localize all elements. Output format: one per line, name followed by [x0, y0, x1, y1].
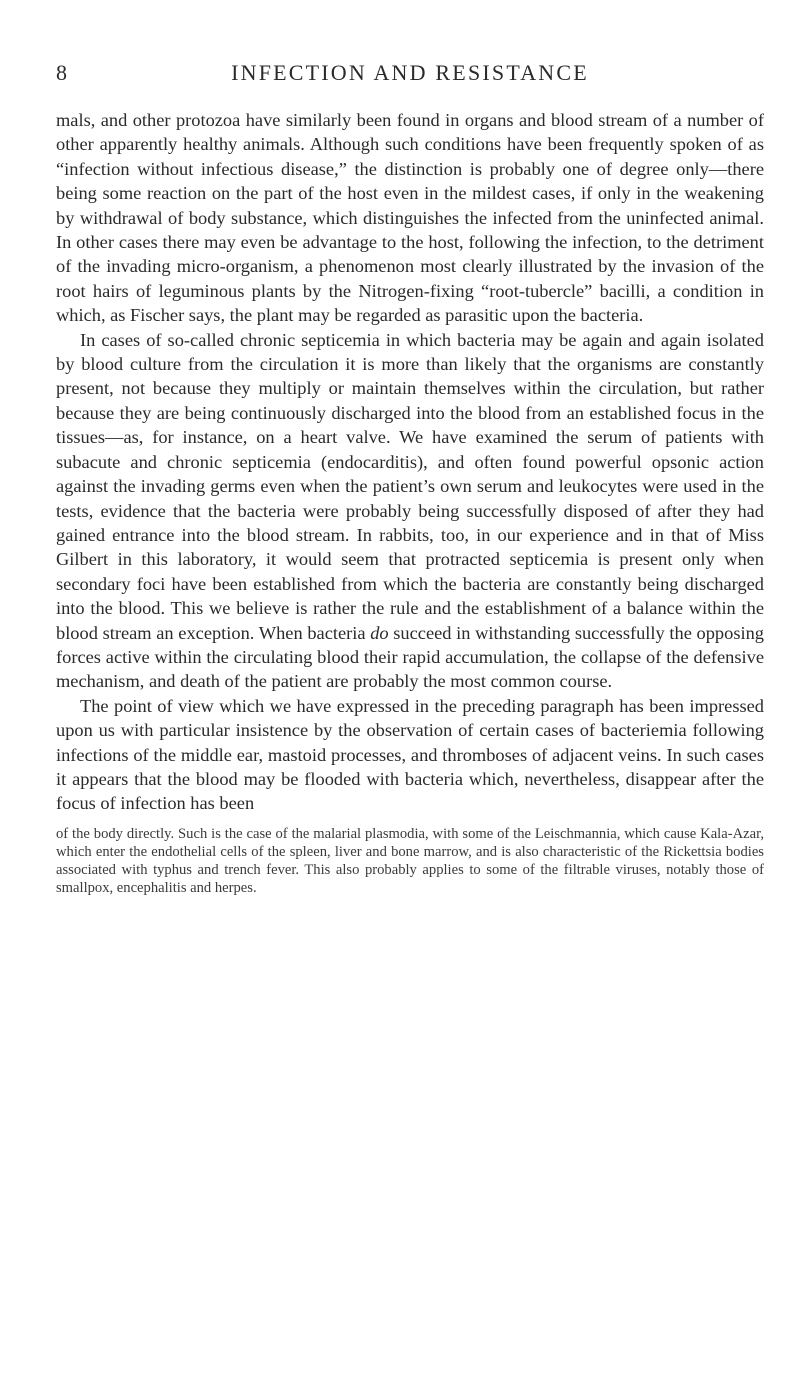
paragraph-1: mals, and other protozoa have similarly been found in organs and blood stream of a number of other apparently healthy animals. Although such conditions have been frequently spoken of as “infection without infectious disease,” the distinction is probably one of degree only—there being some reaction on the part of the host even in the mildest cases, if only in the weakening by withdrawal of body substance, which distinguishes the infected from the uninfected animal. In other cases there may even be advantage to the host, following the infection, to the detriment of the invading micro-organism, a phenomenon most clearly illustrated by the invasion of the root hairs of leguminous plants by the Nitrogen-fixing “root-tubercle” bacilli, a condition in which, as Fischer says, the plant may be regarded as parasitic upon the bacteria. — [56, 110, 764, 326]
footnote-text: of the body directly. Such is the case of the malarial plasmodia, with some of the Leischmannia, which cause Kala-Azar, which enter the endothelial cells of the spleen, liver and bone marrow, and is also characteristic of the Rickettsia bodies associated with typhus and trench fever. This also probably applies to some of the filtrable viruses, notably those of smallpox, encephalitis and herpes. — [56, 825, 764, 897]
footnote — [56, 825, 764, 898]
book-page — [56, 60, 764, 898]
paragraph-2-part-1: In cases of so-called chronic septicemia in which bacteria may be again and again isolated by blood culture from the circulation it is more than likely that the organisms are constantly present, not because they multiply or maintain themselves within the circulation, but rather because they are being continuously discharged into the blood from an established focus in the tissues—as, for instance, on a heart valve. We have examined the serum of patients with subacute and chronic septicemia (endocarditis), and often found powerful opsonic action against the invading germs even when the patient’s own serum and leukocytes were used in the tests, evidence that the bacteria were probably being successfully disposed of after they had gained entrance into the blood stream. In rabbits, too, in our experience and in that of Miss Gilbert in this laboratory, it would seem that protracted septicemia is present only when secondary foci have been established from which the bacteria are constantly being discharged into the blood. This we believe is rather the rule and the establishment of a balance within the blood stream an exception. When bacteria — [56, 329, 764, 643]
page-number: 8 — [56, 60, 67, 85]
paragraph-2-part-2: succeed in withstanding successfully the opposing forces active within the circulating blood their rapid accumulation, the collapse of the defensive mechanism, and death of the patient are probably the most common course. — [56, 622, 764, 692]
paragraph-3: The point of view which we have expressed in the preceding paragraph has been impressed upon us with particular insistence by the observation of certain cases of bacteriemia following infections of the middle ear, mastoid processes, and thromboses of adjacent veins. In such cases it appears that the blood may be flooded with bacteria which, nevertheless, disappear after the focus of infection has been — [56, 695, 764, 814]
body-text — [56, 108, 764, 816]
running-title: INFECTION AND RESISTANCE — [231, 60, 589, 85]
page-header — [56, 60, 764, 100]
paragraph-2 — [56, 328, 764, 694]
emphasis-do: do — [370, 622, 389, 643]
